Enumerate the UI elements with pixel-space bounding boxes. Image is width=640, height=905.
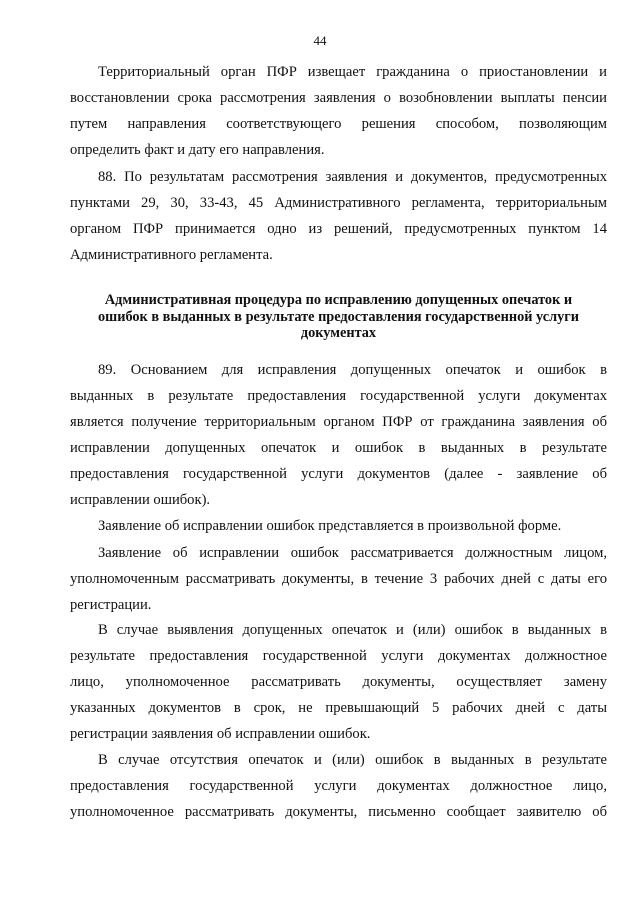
text-line: путем направления соответствующего решения способом, позволяющим [70, 115, 607, 132]
paragraph-free-form [70, 514, 607, 540]
text-line: исправлении допущенных опечаток и ошибок в выданных в результате [70, 439, 607, 456]
text-line: 88. По результатам рассмотрения заявления и документов, предусмотренных [98, 169, 607, 185]
text-line: указанных документов в срок, не превышающий 5 рабочих дней с даты [70, 699, 607, 716]
text-line: В случае выявления допущенных опечаток и (или) ошибок в выданных в [98, 622, 607, 638]
page-number: 44 [313, 33, 327, 48]
heading-line: документах [300, 325, 377, 341]
text-line: предоставления государственной услуги документов (далее - заявление об [70, 465, 607, 482]
text-line: регистрации заявления об исправлении ошибок. [70, 725, 371, 742]
text-line: уполномоченным рассматривать документы, в течение 3 рабочих дней с даты его [70, 570, 607, 587]
paragraph-errors-found [70, 618, 607, 748]
text-line: Территориальный орган ПФР извещает гражданина о приостановлении и [98, 64, 607, 80]
text-line: выданных в результате предоставления государственной услуги документах [70, 387, 607, 404]
heading-line: ошибок в выданных в результате предоставления государственной услуги [97, 308, 580, 325]
paragraph-notification [70, 60, 607, 164]
paragraph-89 [70, 358, 607, 513]
text-line: В случае отсутствия опечаток и (или) ошибок в выданных в результате [98, 752, 607, 768]
text-line: исправлении ошибок). [70, 491, 211, 508]
paragraph-consideration [70, 541, 607, 619]
text-line: регистрации. [70, 596, 152, 613]
text-line: Административного регламента. [70, 246, 273, 263]
text-line: уполномоченное рассматривать документы, письменно сообщает заявителю об [70, 803, 607, 820]
text-line: пунктами 29, 30, 33-43, 45 Административного регламента, территориальным [70, 194, 607, 211]
paragraph-no-errors [70, 748, 607, 826]
heading-line: Административная процедура по исправлению допущенных опечаток и [104, 292, 573, 308]
text-line: Заявление об исправлении ошибок представляется в произвольной форме. [98, 518, 562, 534]
text-line: органом ПФР принимается одно из решений, предусмотренных пунктом 14 [70, 220, 607, 237]
text-line: результате предоставления государственной услуги документах должностное [70, 647, 607, 664]
text-line: восстановлении срока рассмотрения заявления о возобновлении выплаты пенсии [70, 89, 607, 106]
text-line: предоставления государственной услуги документах должностное лицо, [70, 777, 607, 794]
text-line: Заявление об исправлении ошибок рассматривается должностным лицом, [98, 545, 607, 561]
paragraph-88 [70, 165, 607, 269]
text-line: 89. Основанием для исправления допущенных опечаток и ошибок в [98, 362, 607, 378]
text-line: является получение территориальным органом ПФР от гражданина заявления об [70, 413, 607, 430]
section-heading [70, 292, 607, 342]
text-line: определить факт и дату его направления. [70, 141, 325, 158]
text-line: лицо, уполномоченное рассматривать документы, осуществляет замену [70, 673, 607, 690]
